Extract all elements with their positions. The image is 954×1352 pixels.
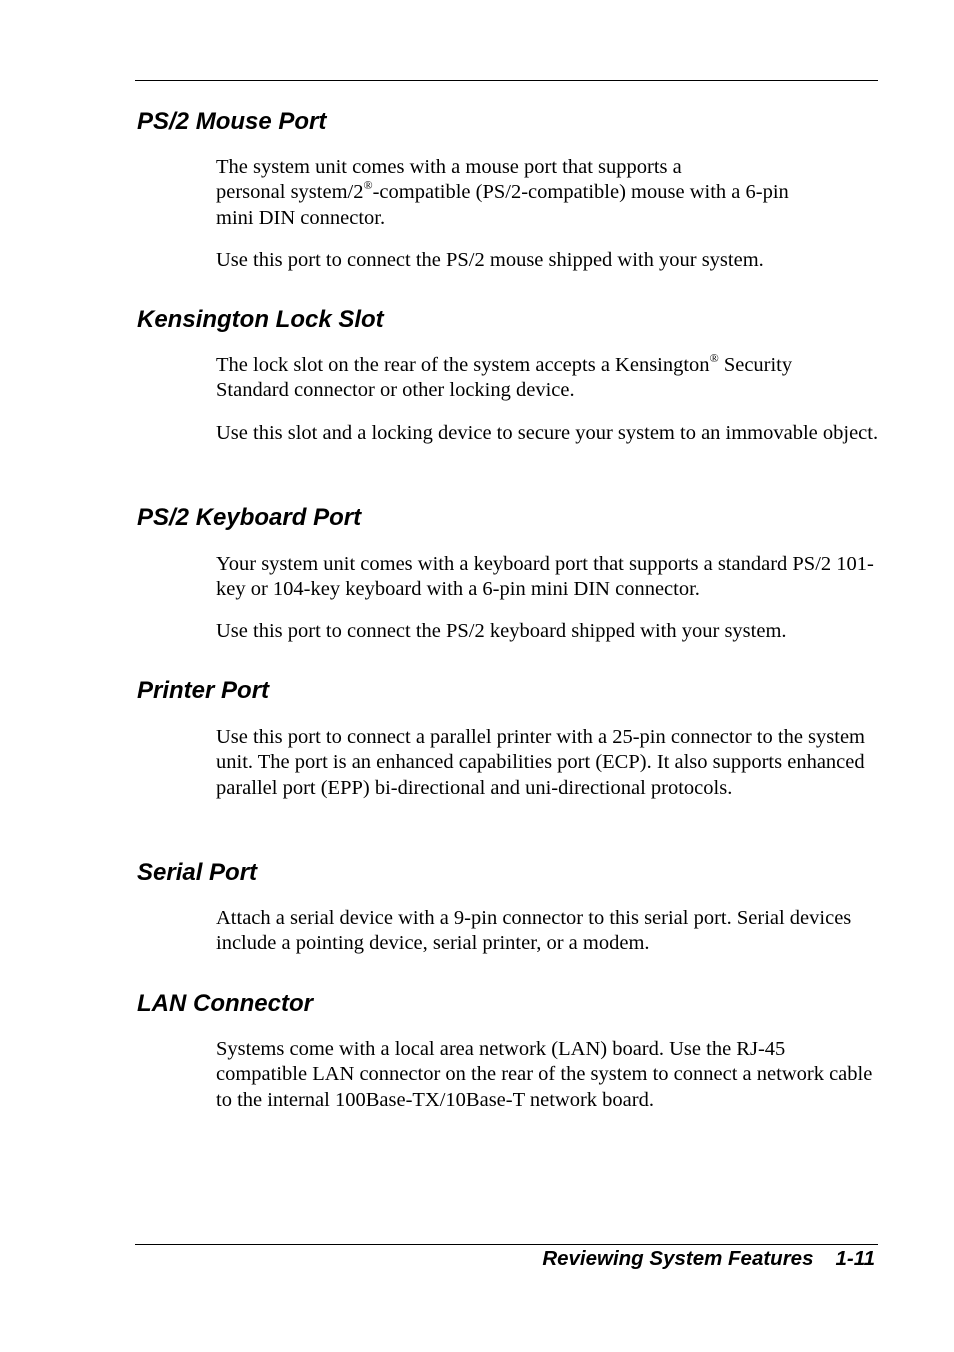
paragraph-lock-description	[216, 353, 881, 404]
footer-page-number: 1-11	[835, 1247, 875, 1270]
footer-chapter-title: Reviewing System Features	[542, 1247, 814, 1270]
paragraph-keyboard-description: Your system unit comes with a keyboard port that supports a standard PS/2 101-key or 104-key keyboard with a 6-pin mini DIN connector.	[216, 553, 874, 601]
paragraph-printer-description: Use this port to connect a parallel printer with a 25-pin connector to the system unit. The port is an enhanced capabilities port (ECP). It also supports enhanced parallel port (EPP) bi-directional and uni-directional protocols.	[216, 726, 865, 799]
paragraph-line	[216, 180, 881, 205]
section-heading-ps2-keyboard-port: PS/2 Keyboard Port	[137, 504, 362, 531]
section-heading-ps2-mouse-port: PS/2 Mouse Port	[137, 108, 327, 135]
text-run: -compatible (PS/2-compatible) mouse with a 6-pin	[372, 181, 789, 204]
text-run: Security	[718, 354, 793, 376]
section-heading-printer-port: Printer Port	[137, 677, 270, 704]
header-rule	[135, 80, 878, 81]
paragraph-mouse-usage: Use this port to connect the PS/2 mouse shipped with your system.	[216, 249, 764, 271]
section-heading-serial-port: Serial Port	[137, 859, 258, 886]
paragraph-lock-usage: Use this slot and a locking device to secure your system to an immovable object.	[216, 422, 879, 444]
text-run: personal system/2	[216, 181, 364, 204]
section-heading-lan-connector: LAN Connector	[137, 990, 313, 1017]
paragraph-keyboard-usage: Use this port to connect the PS/2 keyboard shipped with your system.	[216, 620, 787, 642]
section-heading-kensington-lock-slot: Kensington Lock Slot	[137, 306, 384, 333]
paragraph-line	[216, 353, 881, 378]
paragraph-line: mini DIN connector.	[216, 206, 386, 229]
registered-trademark-symbol: ®	[709, 351, 719, 365]
paragraph-line: Standard connector or other locking device.	[216, 379, 575, 402]
text-run: The lock slot on the rear of the system accepts a Kensington	[216, 354, 710, 376]
paragraph-lan-description: Systems come with a local area network (LAN) board. Use the RJ-45 compatible LAN connector on the rear of the system to connect a network cable to the internal 100Base-TX/10Base-T network board.	[216, 1038, 873, 1111]
paragraph-line: The system unit comes with a mouse port that supports a	[216, 156, 682, 178]
page-footer	[542, 1245, 875, 1273]
paragraph-serial-description: Attach a serial device with a 9-pin connector to this serial port. Serial devices include a pointing device, serial printer, or a modem.	[216, 907, 852, 955]
registered-trademark-symbol: ®	[363, 178, 373, 193]
paragraph-mouse-description	[216, 155, 881, 231]
